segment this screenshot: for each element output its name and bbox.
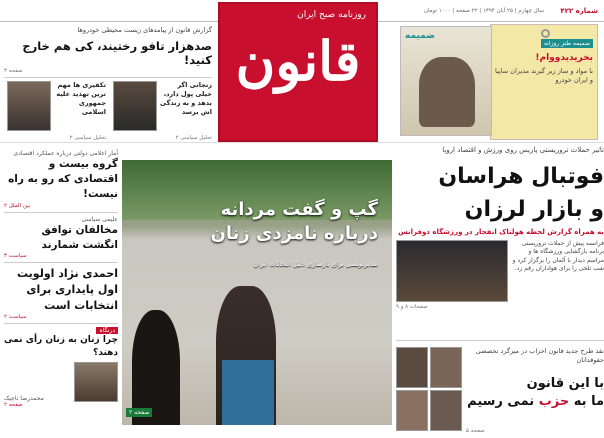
story-1-headline[interactable]: گروه بیست و اقتصادی که رو به راه نیست!: [8, 158, 118, 201]
masthead-subtitle: روزنامه صبح ایران: [297, 10, 366, 20]
stadium-photo: [396, 240, 508, 302]
satire-tag: ضمیمه طنز روزانه: [541, 39, 593, 48]
right-story-deck: به همراه گزارش لحظه هولناک انفجار در ورزشگاه دوفرانس: [398, 228, 604, 236]
right-headline-line-2: و بازار لرزان: [464, 197, 604, 222]
man-shirt: [222, 360, 274, 425]
divider: [4, 212, 118, 213]
right-story-page: صفحات ۸ و ۹: [396, 304, 428, 310]
story-3-headline[interactable]: احمدی نژاد اولویت اول پایداری برای انتخابات است: [17, 267, 118, 312]
satire-cover-thumbnail: [400, 26, 492, 136]
item-1-text: زنجانی اگر خیلی پول دارد، بدهد و به زندگی اش برسد: [160, 81, 212, 117]
masthead-title: قانون: [235, 29, 361, 93]
top-left-kicker: گزارش قانون از پیامدهای زیست محیطی خودروها: [77, 26, 212, 34]
lower-right-headline: [464, 375, 604, 410]
story-4-author: محمدرضا تاجیک: [4, 395, 44, 402]
right-story-kicker: تاثیر حملات تروریستی پاریس روی ورزش و اقتصاد اروپا: [442, 146, 604, 154]
main-headline-line-2: درباره نامزدی زنان: [210, 223, 378, 245]
main-headline-line-1: گپ و گفت مردانه: [220, 199, 378, 220]
portrait-photo: [7, 81, 51, 131]
story-1-kicker: آمار اعلامی دولتی درباره عملکرد اقتصادی: [13, 150, 118, 157]
right-story: [396, 146, 604, 310]
story-2-kicker: علیمی سیاسی: [81, 215, 118, 223]
lower-right-story[interactable]: [396, 340, 604, 436]
masthead: [218, 2, 378, 142]
story-2-headline[interactable]: مخالفان توافق انگشت شمارند: [41, 223, 118, 251]
item-1-page: تحلیل سیاسی ۲: [175, 135, 212, 142]
panelist-photo: [396, 347, 428, 388]
satire-text: با مواد و ساز زیر گیرند مدیران ساپیا و ایران خودرو: [495, 67, 593, 85]
top-left-block: [0, 24, 216, 142]
issue-number: شماره ۴۲۲: [560, 7, 598, 15]
left-column: [4, 150, 118, 430]
right-story-headline[interactable]: [396, 160, 604, 226]
right-story-body: فرانسه پیش از حملات تروریستی برنامه بازگشایی ورزشگاه ها و مراسم دیدار با آلمان را برگزار کرد و شب تلخی را برای هواداران رقم زد.: [512, 240, 604, 273]
author-photo: [74, 362, 118, 402]
divider: [4, 323, 118, 324]
item-2-page: تحلیل سیاسی ۲: [69, 135, 106, 142]
satire-box[interactable]: [490, 24, 598, 140]
item-2[interactable]: [4, 81, 106, 151]
divider: [4, 77, 212, 78]
item-1[interactable]: [110, 81, 212, 151]
panel-photos: [396, 347, 462, 431]
satire-title: بخریدیدووام!: [535, 53, 593, 63]
caricature-image: [419, 57, 475, 127]
lower-right-headline-line-1: با این قانون: [526, 376, 604, 391]
main-photo[interactable]: [122, 160, 392, 425]
section-divider: [0, 142, 604, 143]
panelist-photo: [430, 347, 462, 388]
story-4-tag: درنگاه: [96, 327, 118, 334]
headline-text: ما به: [569, 393, 604, 409]
paperclip-icon: [541, 29, 550, 38]
story-4-headline[interactable]: چرا زنان به زنان رأی نمی دهند؟: [4, 334, 118, 358]
lower-right-kicker: نقد طرح جدید قانون احزاب در میزگرد تخصصی حقوقدانان: [475, 347, 604, 365]
item-2-text: تکفیری ها مهم ترین تهدید علیه جمهوری اسلامی: [56, 81, 106, 117]
cover-label: ضمیمه: [405, 31, 435, 41]
headline-highlight: حزب: [538, 393, 570, 409]
story-4-page: صفحه ۲: [4, 402, 23, 408]
main-page-ref: صفحه ۲: [126, 408, 152, 417]
lower-right-headline-line-2: [464, 393, 604, 411]
divider: [4, 262, 118, 263]
lower-right-page: صفحه ۵: [466, 428, 485, 434]
story-3-page: سیاست ۲: [4, 313, 27, 320]
top-left-headline: صدهزار تافو رختیند، کی هم خارج کنید!: [22, 39, 212, 68]
top-left-page: صفحه ۳: [4, 68, 23, 75]
story-1-page: بین الملل ۲: [4, 202, 31, 209]
main-headline: [211, 198, 378, 247]
panelist-photo: [430, 390, 462, 431]
story-2-page: سیاست ۳: [4, 253, 27, 260]
top-right-block: [400, 24, 600, 142]
main-dek: نقدبرنویسی برای بازسازی دلیل انتخابات ایران: [253, 260, 378, 268]
headline-text: نمی رسیم: [467, 393, 539, 409]
top-left-items: [4, 81, 212, 151]
right-headline-line-1: فوتبال هراسان: [438, 164, 604, 189]
date-line: سال چهارم | ۲۵ آبان ۱۳۹۴ | ۲۲ صفحه | ۱۰۰۰ تومان: [423, 8, 544, 14]
portrait-photo: [113, 81, 157, 131]
panelist-photo: [396, 390, 428, 431]
